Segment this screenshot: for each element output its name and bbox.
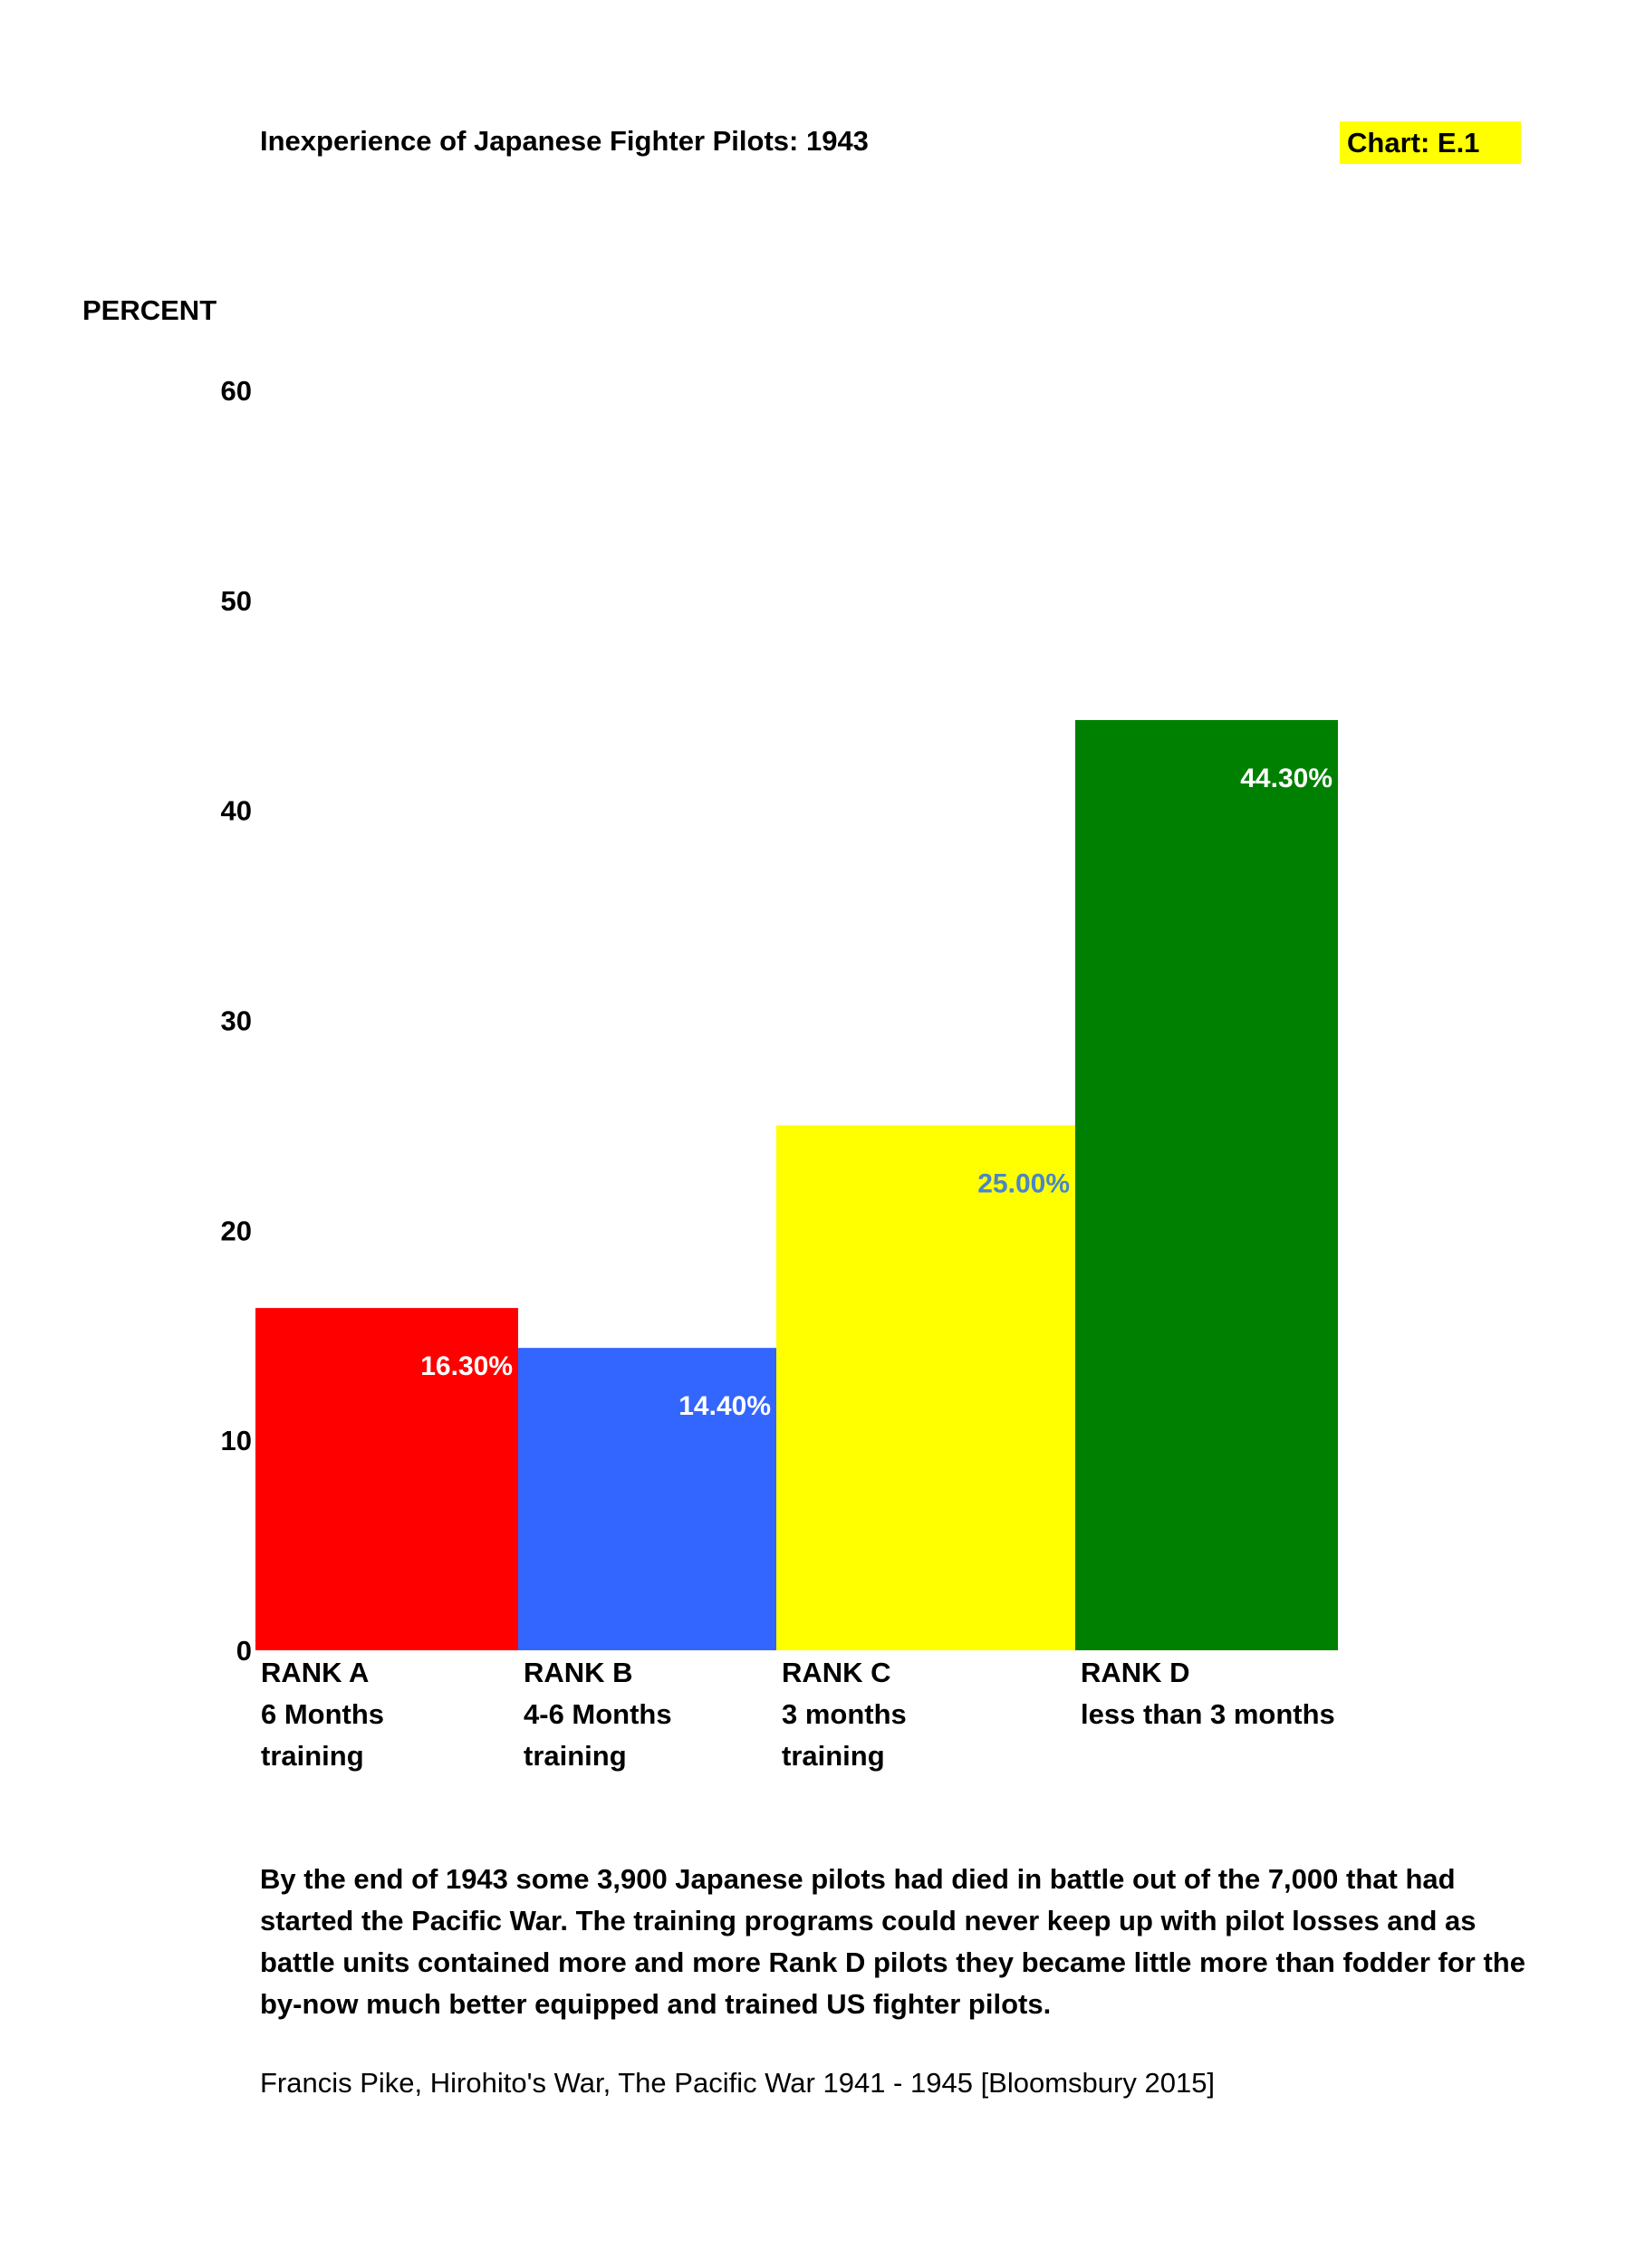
y-tick-label: 40 — [220, 794, 252, 827]
y-axis-label: PERCENT — [82, 294, 217, 326]
bar — [776, 1125, 1075, 1650]
data-label: 16.30% — [420, 1351, 513, 1382]
data-label: 25.00% — [977, 1168, 1070, 1199]
chart-source: Francis Pike, Hirohito's War, The Pacific War 1941 - 1945 [Bloomsbury 2015] — [260, 2067, 1216, 2099]
x-category-label-line: RANK B — [524, 1657, 633, 1688]
y-tick-label: 60 — [220, 375, 252, 407]
x-category-label-line: RANK C — [782, 1657, 891, 1688]
x-category-label-line: 3 months — [782, 1698, 907, 1730]
x-category-label-line: training — [782, 1740, 885, 1772]
y-tick-label: 30 — [220, 1004, 252, 1037]
chart-note: By the end of 1943 some 3,900 Japanese pilots had died in battle out of the 7,000 that had started the Pacific War. The training programs could never keep up with pilot losses and as battle units contained more and more Rank D pilots they became little more than fodder for the by-now much better equipped and trained US fighter pilots. — [260, 1863, 1525, 2020]
data-label: 14.40% — [678, 1391, 771, 1422]
y-tick-label: 0 — [236, 1635, 252, 1667]
x-category-label-line: 4-6 Months — [524, 1698, 672, 1730]
x-category-label — [782, 1652, 907, 1777]
data-label: 44.30% — [1240, 763, 1332, 793]
y-tick-label: 50 — [220, 584, 252, 617]
bar — [1075, 720, 1338, 1650]
chart-id-badge: Chart: E.1 — [1340, 121, 1521, 164]
x-category-label-line: less than 3 months — [1081, 1698, 1335, 1730]
x-category-label — [1081, 1652, 1335, 1735]
y-tick-label: 20 — [220, 1215, 252, 1247]
x-category-label-line: training — [524, 1740, 627, 1772]
x-category-label — [261, 1652, 384, 1777]
x-category-label — [524, 1652, 672, 1777]
chart-title: Inexperience of Japanese Fighter Pilots: 1943 — [260, 125, 869, 157]
x-category-label-line: RANK D — [1081, 1657, 1190, 1688]
x-category-label-line: 6 Months — [261, 1698, 385, 1730]
y-tick-label: 10 — [220, 1425, 252, 1457]
x-category-label-line: training — [261, 1740, 364, 1772]
x-category-label-line: RANK A — [261, 1657, 370, 1688]
